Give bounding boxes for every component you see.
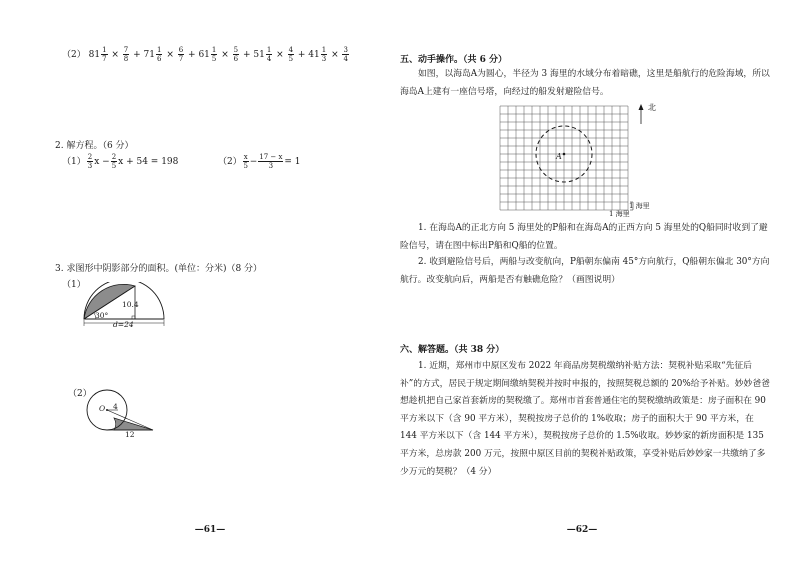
question-5-1: 1. 在海岛A的正北方向 5 海里处的P船和在海岛A的正西方向 5 海里处的Q船同时收到了避险信号，请在图中标出P船和Q船的位置。 (400, 223, 768, 251)
island-point (563, 153, 566, 156)
section-6-question-1: 1. 近期，郑州市中原区发布 2022 年商品房契税缴纳补贴方法：契税补贴采取“先征后补”的方式，居民于规定期间缴纳契税并按时申报的，按照契税总额的 20%给予补贴。妙妙爸爸想趁机把自己家首套新房的契税缴了。郑州市首套普通住宅的契税缴纳政策是：房子面积在 90 平方米以下（含 90 平方米），契税按房子总价的 1%收取；房子的面积大于 90 平方米，在 144 平方米以下（含 144 平方米），契税按房子总价的 1.5%收取。妙妙家的新房面积是 135 平方米，总房款 200 万元，按照中原区目前的契税补贴政策，享受补贴后妙妙家一共缴纳了多少万元的契税？（4 分） (400, 361, 770, 477)
section-2-title: 2. 解方程。（6 分） (55, 141, 134, 151)
q2-fraction-1: $\frac{7}{8}$ (123, 46, 129, 63)
q2-fraction-0: $\frac{1}{7}$ (102, 46, 107, 63)
q2-operator-0: × (108, 50, 122, 60)
q2-whole-8: 41 (308, 50, 320, 60)
center-label: A (556, 152, 562, 161)
page-number-right: —62— (566, 525, 598, 535)
eq2-label: （2） (218, 157, 242, 167)
eq2-frac2: $\frac{17 - x}{3}$ (259, 153, 283, 170)
expression-q2 (62, 46, 350, 63)
scale-label-bottom: 1 海里 (609, 210, 630, 218)
q2-fraction-8: $\frac{1}{3}$ (321, 46, 327, 63)
eq1-frac1: $\frac{2}{3}$ (87, 153, 93, 170)
q2-fraction-2: $\frac{1}{6}$ (156, 46, 162, 63)
q2-operator-6: × (273, 50, 287, 60)
q2-fraction-4: $\frac{1}{5}$ (211, 46, 217, 63)
q2-whole-0: 81 (88, 50, 101, 60)
eq2-term2: = 1 (284, 157, 301, 167)
q2-whole-2: 71 (143, 50, 155, 60)
figure-2-shaded (114, 418, 153, 430)
section-6-title: 六、解答题。（共 38 分） (400, 345, 505, 355)
figure-1-label: （1） (62, 280, 86, 290)
eq2-frac1: $\frac{x}{5}$ (243, 153, 248, 170)
q2-fraction-9: $\frac{3}{4}$ (343, 46, 348, 63)
q2-fraction-3: $\frac{6}{7}$ (178, 46, 184, 63)
map-grid (488, 102, 648, 214)
figure-2-center: O (99, 404, 106, 413)
equation-1 (62, 153, 178, 170)
figure-1-diameter: d=24 (113, 320, 134, 329)
figure-2-circle (82, 385, 162, 437)
page-number-left: —61— (194, 525, 226, 535)
figure-2-radius: 4 (113, 402, 118, 411)
eq1-label: （1） (62, 157, 86, 167)
q2-label: （2） (62, 50, 86, 60)
q2-fraction-6: $\frac{1}{4}$ (266, 46, 272, 63)
q2-operator-4: × (218, 50, 232, 60)
section-5-intro: 如图，以海岛A为圆心，半径为 3 海里的水域分布着暗礁，这里是船航行的危险海域，所以海岛A上建有一座信号塔，向经过的船发射避险信号。 (400, 69, 770, 97)
q2-whole-6: 51 (253, 50, 265, 60)
q2-operator-1: + (130, 50, 144, 60)
figure-2-length: 12 (125, 430, 135, 439)
eq1-term1: x − (94, 157, 110, 167)
figure-1-height: 10.4 (122, 300, 139, 309)
figure-2-label: （2） (68, 389, 92, 399)
eq1-frac2: $\frac{2}{5}$ (111, 153, 117, 170)
q2-fraction-7: $\frac{4}{5}$ (288, 46, 294, 63)
q2-operator-2: × (163, 50, 177, 60)
q2-operator-3: + (185, 50, 199, 60)
q2-operator-7: + (295, 50, 309, 60)
q2-operator-5: + (240, 50, 254, 60)
eq1-term2: x + 54 = 198 (118, 157, 179, 167)
section-5-title: 五、动手操作。（共 6 分） (400, 55, 508, 65)
q2-whole-4: 61 (198, 50, 210, 60)
q2-operator-8: × (328, 50, 342, 60)
question-5-2: 2. 收到避险信号后，两船与改变航向，P船朝东偏南 45°方向航行，Q船朝东偏北 30°方向航行。改变航向后，两船是否有触礁危险？（画图说明） (400, 257, 770, 285)
north-label: 北 (648, 103, 656, 112)
q2-fraction-5: $\frac{5}{6}$ (233, 46, 239, 63)
q2-expression (88, 46, 350, 63)
equation-2 (218, 153, 301, 170)
scale-label-right: 1 海里 (629, 202, 650, 210)
figure-1-angle: 30° (95, 311, 109, 320)
eq2-term1: − (249, 157, 258, 167)
section-3-title: 3. 求图形中阴影部分的面积。(单位：分米)（8 分） (55, 264, 263, 274)
north-arrow-head (639, 104, 644, 110)
